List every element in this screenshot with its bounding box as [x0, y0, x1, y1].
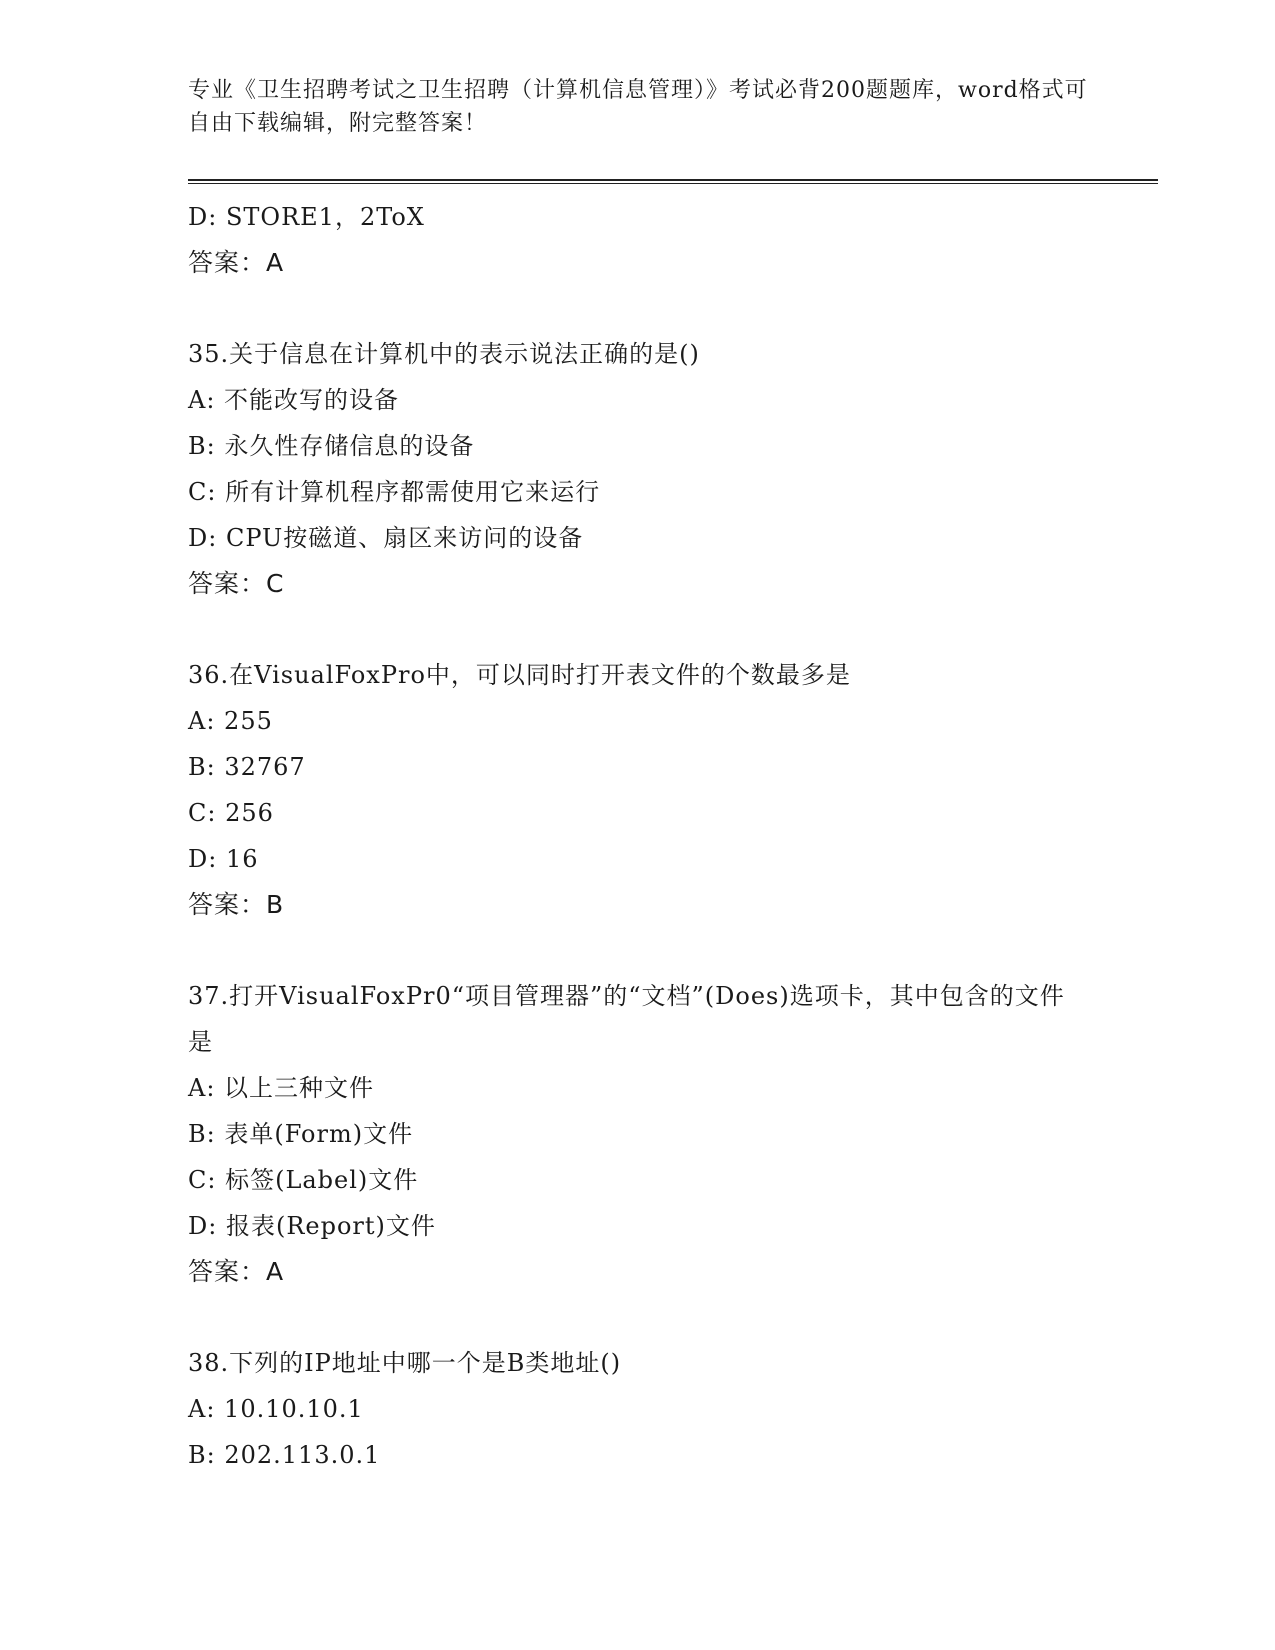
previous-option-d: D: STORE1，2ToX	[188, 203, 425, 231]
question-stem: 35.关于信息在计算机中的表示说法正确的是()	[188, 340, 700, 368]
option-a: A: 10.10.10.1	[188, 1395, 364, 1423]
option-b: B: 32767	[188, 753, 306, 781]
question-content	[188, 194, 1158, 1478]
answer-line: 答案：C	[188, 569, 285, 598]
option-c: C: 标签(Label)文件	[188, 1166, 419, 1194]
question-stem: 37.打开VisualFoxPr0“项目管理器”的“文档”(Does)选项卡，其中包含的文件是	[188, 982, 1065, 1056]
spacer	[188, 928, 1158, 973]
option-d: D: CPU按磁道、扇区来访问的设备	[188, 524, 584, 552]
answer-line: 答案：B	[188, 890, 285, 919]
option-b: B: 永久性存储信息的设备	[188, 432, 475, 460]
option-c: C: 所有计算机程序都需使用它来运行	[188, 478, 601, 506]
question-stem: 38.下列的IP地址中哪一个是B类地址()	[188, 1349, 622, 1377]
option-c: C: 256	[188, 799, 274, 827]
option-b: B: 表单(Form)文件	[188, 1120, 414, 1148]
previous-answer: 答案：A	[188, 248, 285, 277]
question-37	[188, 973, 1158, 1295]
question-36	[188, 652, 1158, 928]
option-a: A: 以上三种文件	[188, 1074, 375, 1102]
question-38	[188, 1340, 1158, 1478]
header-divider	[188, 179, 1158, 184]
option-b: B: 202.113.0.1	[188, 1441, 381, 1469]
spacer	[188, 607, 1158, 652]
option-d: D: 报表(Report)文件	[188, 1212, 436, 1240]
question-stem: 36.在VisualFoxPro中，可以同时打开表文件的个数最多是	[188, 661, 851, 689]
answer-line: 答案：A	[188, 1257, 285, 1286]
question-35	[188, 331, 1158, 607]
option-d: D: 16	[188, 845, 259, 873]
option-a: A: 不能改写的设备	[188, 386, 400, 414]
document-header: 专业《卫生招聘考试之卫生招聘（计算机信息管理）》考试必背200题题库，word格式可自由下载编辑，附完整答案！	[188, 78, 1088, 136]
spacer	[188, 1295, 1158, 1340]
option-a: A: 255	[188, 707, 273, 735]
spacer	[188, 286, 1158, 331]
